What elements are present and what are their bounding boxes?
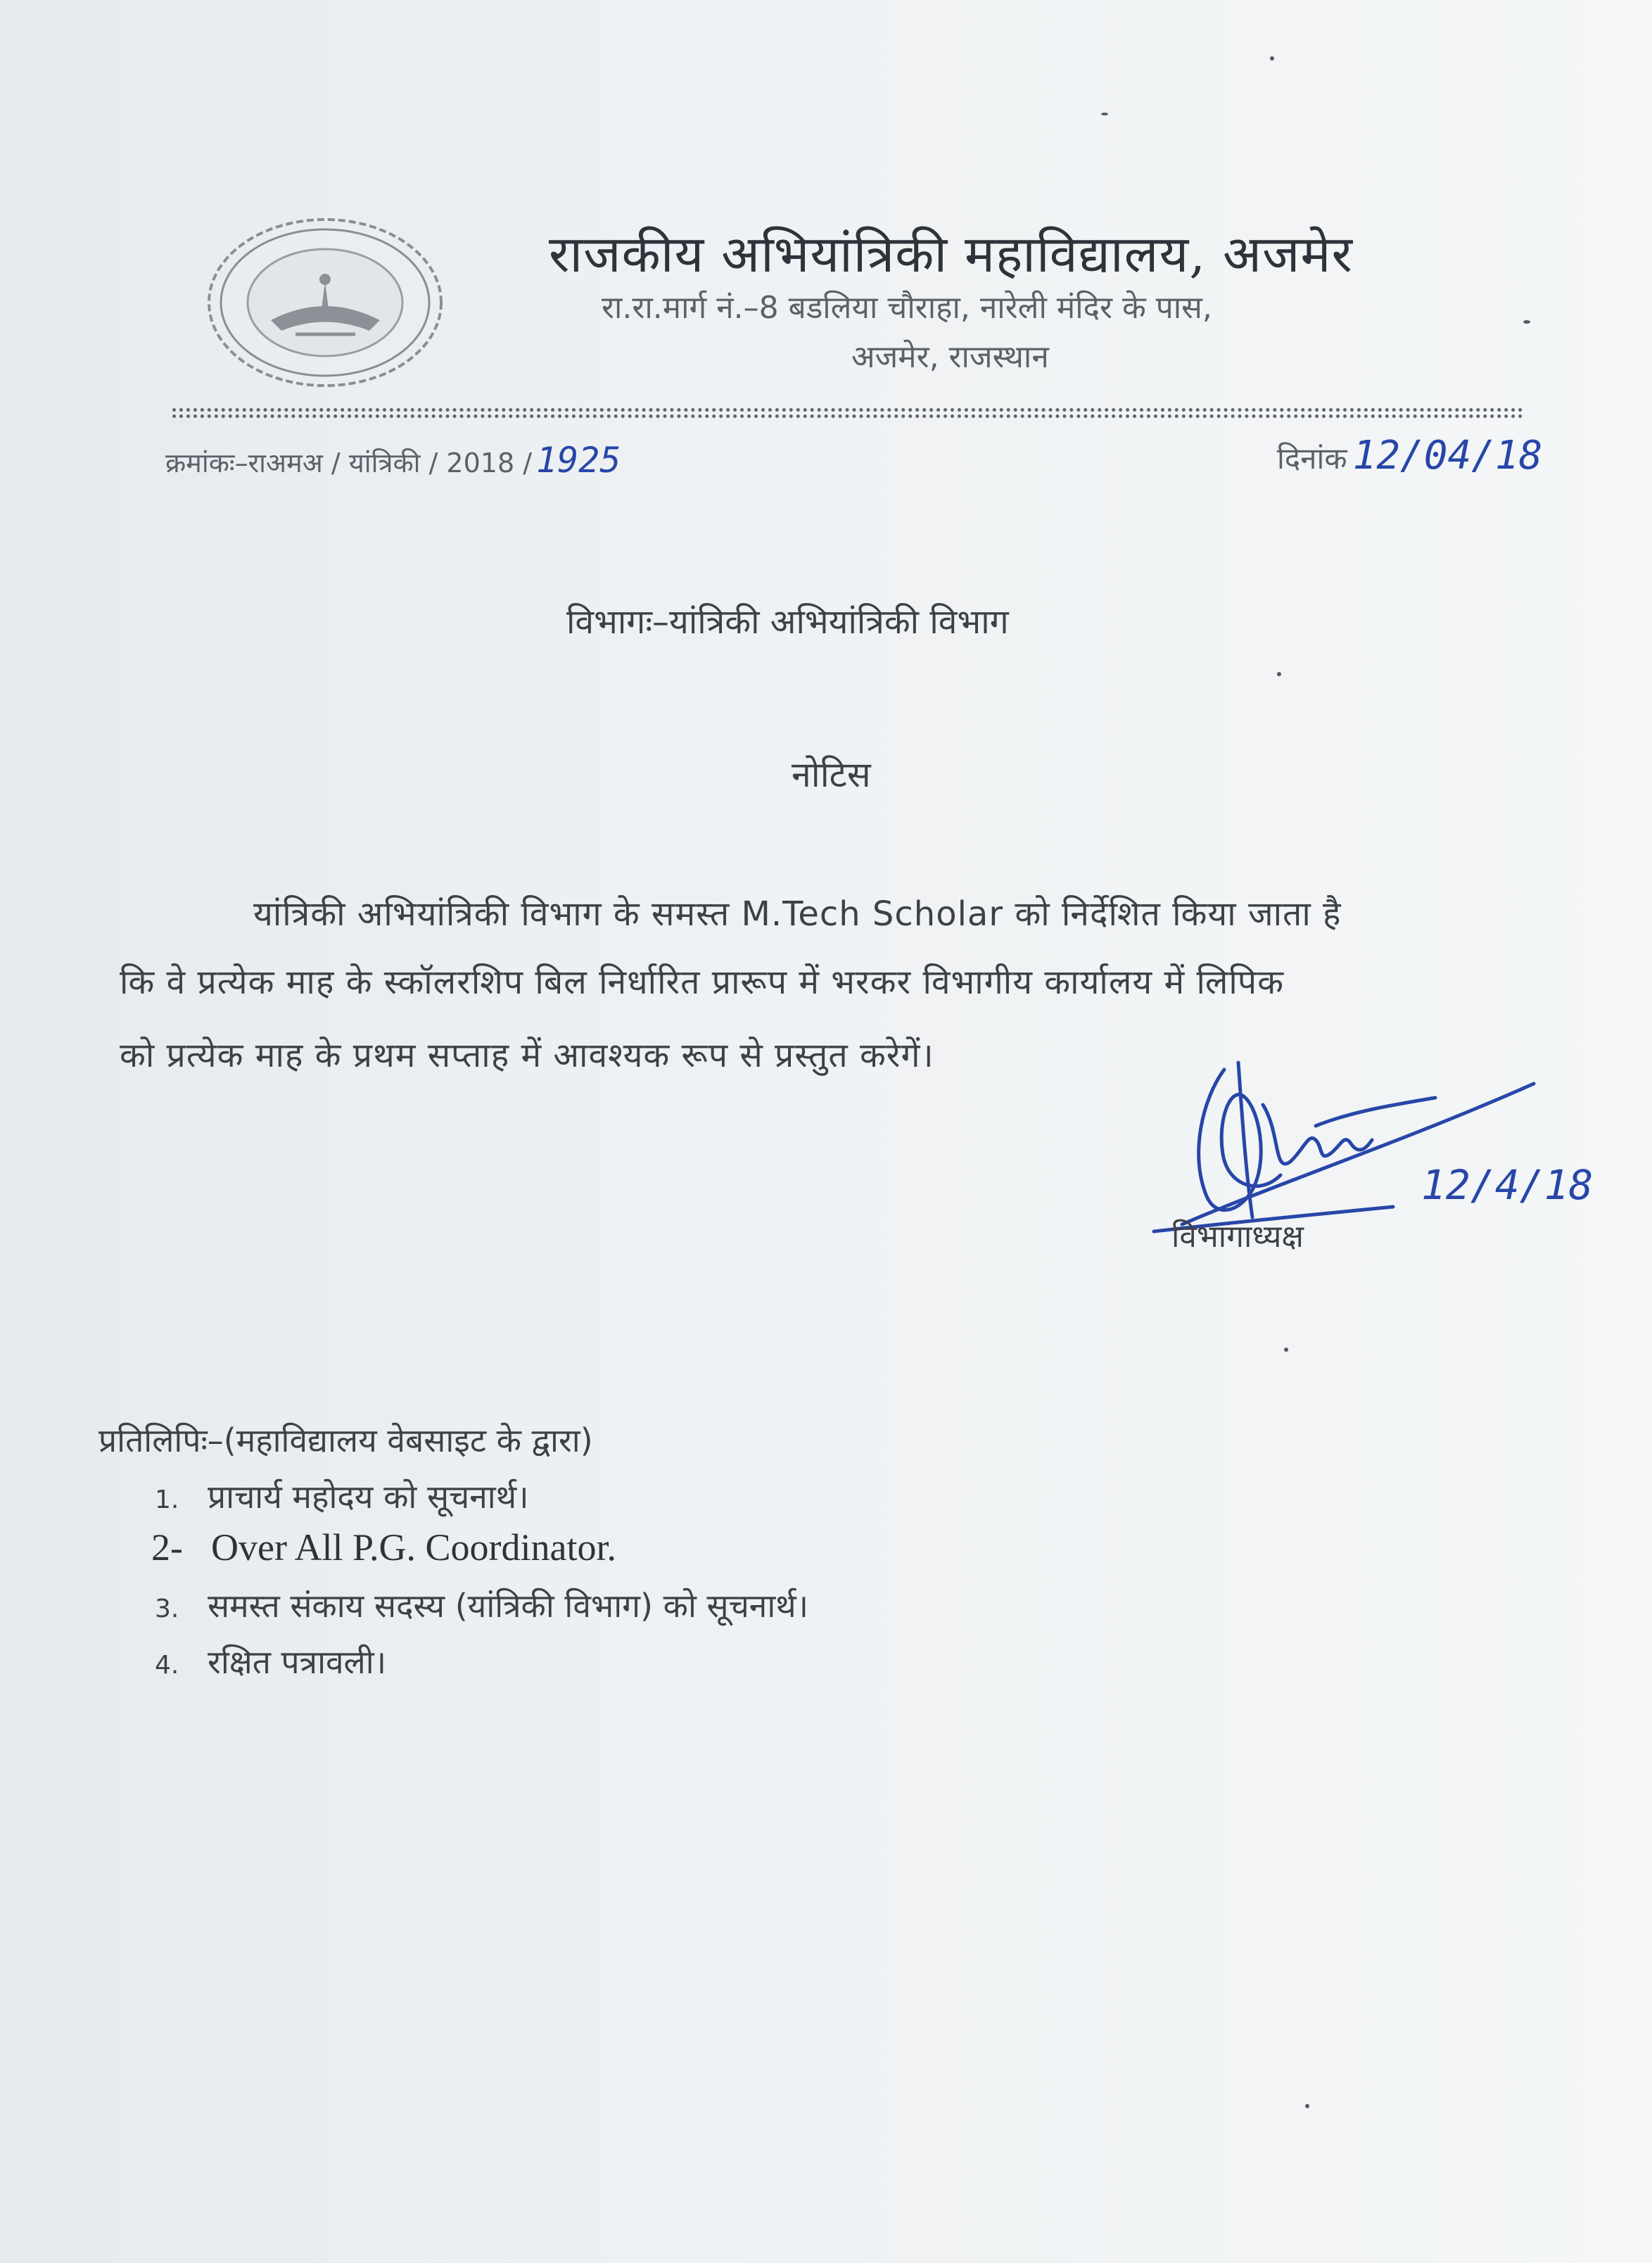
- copy-item: [155, 1583, 808, 1627]
- copy-item-text: प्राचार्य महोदय को सूचनार्थ।: [208, 1478, 529, 1516]
- scan-speck: [1277, 672, 1281, 676]
- reference-number: [165, 440, 621, 481]
- copy-item-number: 1.: [155, 1485, 179, 1514]
- college-name: राजकीय अभियांत्रिकी महाविद्यालय, अजमेर: [549, 224, 1353, 284]
- hod-designation: विभागाध्यक्ष: [1171, 1219, 1304, 1255]
- date-handwritten: 12/04/18: [1352, 433, 1543, 478]
- issue-date: [1277, 433, 1542, 478]
- body-line-2: कि वे प्रत्येक माह के स्कॉलरशिप बिल निर्धारित प्रारूप में भरकर विभागीय कार्यालय में लिपिक: [120, 963, 1284, 1002]
- copy-item: [155, 1474, 529, 1518]
- reference-number-handwritten: 1925: [536, 440, 621, 481]
- body-line-1: यांत्रिकी अभियांत्रिकी विभाग के समस्त M.Tech Scholar को निर्देशित किया जाता है: [253, 894, 1342, 934]
- reference-prefix: क्रमांकः–राअमअ / यांत्रिकी / 2018 /: [165, 448, 533, 478]
- department-heading: विभागः–यांत्रिकी अभियांत्रिकी विभाग: [566, 602, 1009, 642]
- header-divider: [172, 408, 1523, 418]
- copy-item-text: रक्षित पत्रावली।: [208, 1643, 387, 1681]
- notice-title: नोटिस: [792, 754, 871, 795]
- scan-speck: [1284, 1348, 1288, 1352]
- copy-item-text: समस्त संकाय सदस्य (यांत्रिकी विभाग) को सूचनार्थ।: [208, 1587, 809, 1625]
- copy-item-number: 4.: [155, 1651, 179, 1680]
- signature-date: 12/4/18: [1421, 1161, 1594, 1209]
- address-line-1: रा.रा.मार्ग नं.–8 बडलिया चौराहा, नारेली मंदिर के पास,: [602, 290, 1212, 326]
- address-line-2: अजमेर, राजस्थान: [851, 339, 1049, 375]
- copy-item-text: Over All P.G. Coordinator.: [211, 1526, 616, 1568]
- copy-item: [151, 1526, 616, 1569]
- copy-item-number: 2-: [151, 1526, 183, 1568]
- scan-speck: [1305, 2104, 1309, 2108]
- college-emblem: [204, 215, 447, 391]
- copy-item-number: 3.: [155, 1595, 179, 1623]
- scan-speck: [1101, 113, 1108, 115]
- scan-speck: [1523, 320, 1530, 324]
- body-line-3: को प्रत्येक माह के प्रथम सप्ताह में आवश्यक रूप से प्रस्तुत करेगें।: [120, 1036, 934, 1075]
- date-label: दिनांक: [1277, 441, 1347, 476]
- copy-to-heading: प्रतिलिपिः–(महाविद्यालय वेबसाइट के द्वारा): [99, 1421, 593, 1459]
- copy-item: [155, 1640, 386, 1683]
- scan-speck: [1270, 56, 1274, 61]
